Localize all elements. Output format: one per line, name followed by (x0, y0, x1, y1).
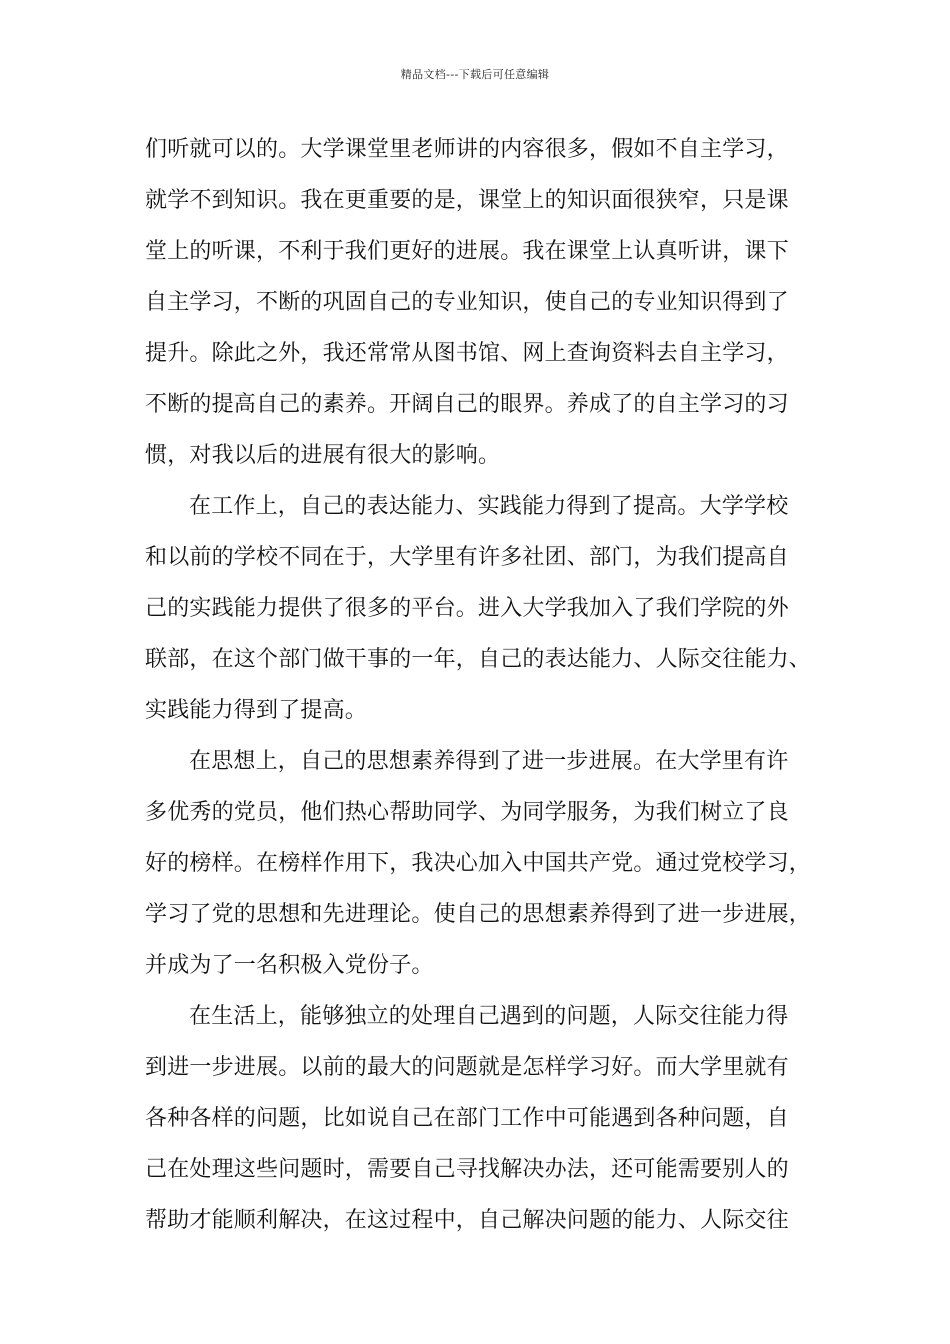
paragraph-first-line: 在思想上，自己的思想素养得到了进一步进展。在大学里有许 (189, 749, 789, 774)
body-text (145, 127, 817, 1249)
text-line: 多优秀的党员，他们热心帮助同学、为同学服务，为我们树立了良 (145, 800, 789, 825)
text-line: 提升。除此之外，我还常常从图书馆、网上查询资料去自主学习， (145, 341, 789, 366)
text-line: 己在处理这些问题时，需要自己寻找解决办法，还可能需要别人的 (145, 1157, 789, 1182)
text-line: 就学不到知识。我在更重要的是，课堂上的知识面很狭窄，只是课 (145, 188, 789, 213)
text-line: 联部，在这个部门做干事的一年，自己的表达能力、人际交往能力、 (145, 647, 812, 672)
paragraph-first-line: 在工作上，自己的表达能力、实践能力得到了提高。大学学校 (189, 494, 789, 519)
text-line: 好的榜样。在榜样作用下，我决心加入中国共产党。通过党校学习， (145, 851, 812, 876)
text-line: 并成为了一名积极入党份子。 (145, 953, 434, 978)
text-line: 不断的提高自己的素养。开阔自己的眼界。养成了的自主学习的习 (145, 392, 789, 417)
text-line: 各种各样的问题，比如说自己在部门工作中可能遇到各种问题，自 (145, 1106, 789, 1131)
page-header: 精品文档---下载后可任意编辑 (400, 68, 550, 81)
text-line: 实践能力得到了提高。 (145, 698, 368, 723)
text-line: 己的实践能力提供了很多的平台。进入大学我加入了我们学院的外 (145, 596, 789, 621)
text-line: 和以前的学校不同在于，大学里有许多社团、部门，为我们提高自 (145, 545, 789, 570)
paragraph-first-line: 在生活上，能够独立的处理自己遇到的问题，人际交往能力得 (189, 1004, 789, 1029)
text-line: 到进一步进展。以前的最大的问题就是怎样学习好。而大学里就有 (145, 1055, 789, 1080)
text-line: 惯，对我以后的进展有很大的影响。 (145, 443, 501, 468)
text-line: 学习了党的思想和先进理论。使自己的思想素养得到了进一步进展， (145, 902, 812, 927)
text-line: 堂上的听课，不利于我们更好的进展。我在课堂上认真听讲，课下 (145, 239, 789, 264)
text-line: 们听就可以的。大学课堂里老师讲的内容很多，假如不自主学习， (145, 137, 789, 162)
text-line: 自主学习，不断的巩固自己的专业知识，使自己的专业知识得到了 (145, 290, 789, 315)
text-line: 帮助才能顺利解决，在这过程中，自己解决问题的能力、人际交往 (145, 1208, 789, 1233)
